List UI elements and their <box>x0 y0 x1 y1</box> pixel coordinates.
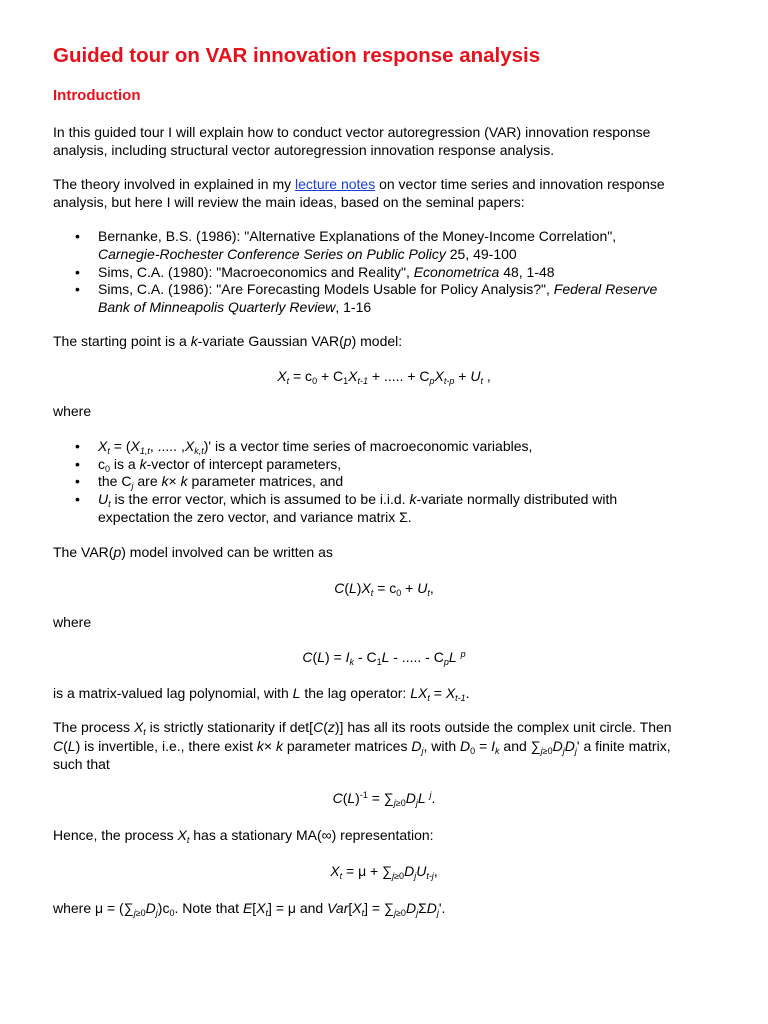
ma-representation-sentence: Hence, the process $X_t$ has a stationary MA(∞) representation: <box>53 827 434 845</box>
section-title-introduction: Introduction <box>53 87 141 104</box>
bullet-icon: • <box>75 473 80 489</box>
bullet-icon: • <box>75 281 80 297</box>
reference-sims-1986-line-1: Sims, C.A. (1986): "Are Forecasting Models Usable for Policy Analysis?", Federal Reserve <box>98 281 658 297</box>
bullet-icon: • <box>75 491 80 507</box>
intro-paragraph-line-1: In this guided tour I will explain how to conduct vector autoregression (VAR) innovation response <box>53 124 651 140</box>
reference-bernanke-line-2: Carnegie-Rochester Conference Series on Public Policy 25, 49-100 <box>98 246 517 262</box>
definition-ut-line-2: expectation the zero vector, and variance matrix Σ. <box>98 509 412 525</box>
theory-paragraph-line-2: analysis, but here I will review the main ideas, based on the seminal papers: <box>53 194 525 210</box>
theory-paragraph-line-1: The theory involved in explained in my lecture notes on vector time series and innovation response <box>53 176 665 192</box>
where-label-1: where <box>53 403 92 419</box>
mean-variance-sentence: where $\mu = (\sum_{j\ge 0}D_j)c_0$. Note that $E[X_t] = \mu$ and $Var[X_t] = \sum_{j\ge 0}D_j\Sigma D_j'$. <box>53 900 446 918</box>
page-title: Guided tour on VAR innovation response analysis <box>53 44 541 67</box>
definition-ut-line-1: $U_t$ is the error vector, which is assumed to be i.i.d. k-variate normally distributed with <box>98 491 618 509</box>
definition-xt: $X_t = (X_{1,t}$, ..... $,X_{k,t})'$ is a vector time series of macroeconomic variables, <box>98 438 533 456</box>
bullet-icon: • <box>75 228 80 244</box>
lecture-notes-link[interactable]: lecture notes <box>295 176 376 192</box>
definition-c0: $c_0$ is a k-vector of intercept parameters, <box>98 456 342 474</box>
reference-bernanke-line-1: Bernanke, B.S. (1986): "Alternative Explanations of the Money-Income Correlation", <box>98 228 617 244</box>
lag-polynomial-sentence: is a matrix-valued lag polynomial, with L the lag operator: $LX_t = X_{t-1}$. <box>53 685 470 703</box>
equation-lag-form: $C(L)X_t = c_0 + U_t$, <box>334 580 434 598</box>
equation-ma: $X_t = \mu + \sum_{j\ge 0}D_jU_{t-j}$, <box>330 863 438 881</box>
starting-point-sentence: The starting point is a k-variate Gaussian VAR(p) model: <box>53 333 403 349</box>
stationarity-sentence-line-2: C(L) is invertible, i.e., there exist k× k parameter matrices $D_j$, with $D_0 = I_k$ and $\sum_{j\ge 0}D_jD_j'$ a finite matrix, <box>53 738 671 756</box>
reference-sims-1980: Sims, C.A. (1980): "Macroeconomics and Reality", Econometrica 48, 1-48 <box>98 264 555 280</box>
reference-sims-1986-line-2: Bank of Minneapolis Quarterly Review, 1-16 <box>98 299 372 315</box>
equation-var-model: $X_t = c_0 + C_1X_{t-1}$ + ..... + $C_pX_{t-p} + U_t$ , <box>277 368 491 386</box>
equation-lag-polynomial: $C(L) = I_k - C_1L$ - ..... - $C_pL$ $^p$ <box>302 649 466 667</box>
equation-inverse: $C(L)^{-1} = \sum_{j\ge 0}D_jL$ $^j$. <box>332 790 436 808</box>
intro-paragraph-line-2: analysis, including structural vector autoregression innovation response analysis. <box>53 142 555 158</box>
stationarity-sentence-line-1: The process $X_t$ is strictly stationarity if det[C(z)] has all its roots outside the complex unit circle. Then <box>53 719 672 737</box>
where-label-2: where <box>53 614 92 630</box>
bullet-icon: • <box>75 456 80 472</box>
definition-cj: the $C_j$ are k× k parameter matrices, and <box>98 473 344 491</box>
bullet-icon: • <box>75 438 80 454</box>
var-written-sentence: The VAR(p) model involved can be written as <box>53 544 333 560</box>
stationarity-sentence-line-3: such that <box>53 756 110 772</box>
bullet-icon: • <box>75 264 80 280</box>
